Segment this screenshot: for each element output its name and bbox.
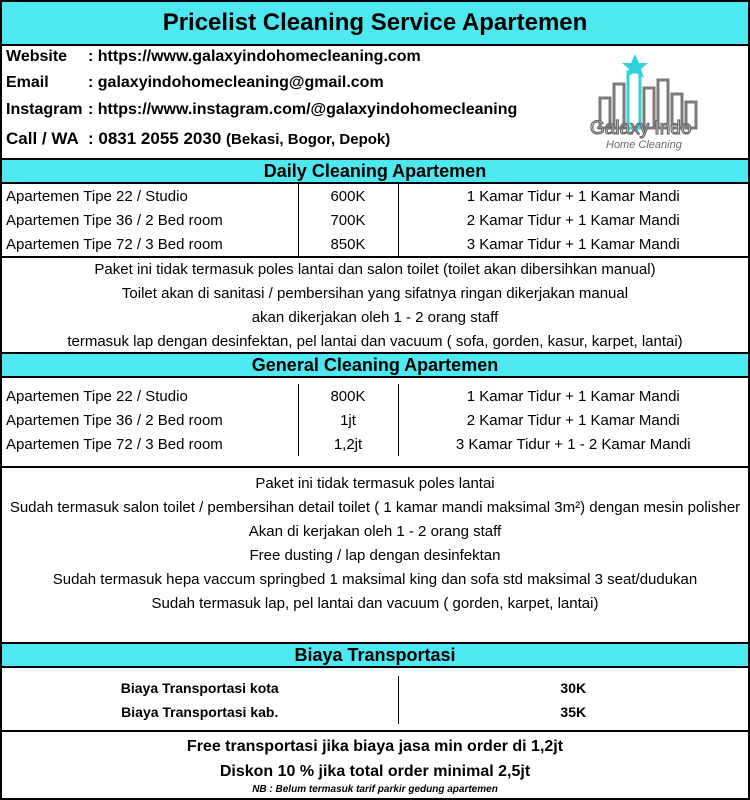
note-line: Paket ini tidak termasuk poles lantai dan salon toilet (toilet akan dibersihkan manual) (94, 261, 656, 278)
room-description: 2 Kamar Tidur + 1 Kamar Mandi (466, 411, 680, 429)
website-row (6, 48, 421, 66)
table-row (2, 700, 748, 724)
apartment-type: Apartemen Tipe 36 / 2 Bed room (6, 411, 223, 429)
footer (2, 730, 748, 796)
apartment-type: Apartemen Tipe 22 / Studio (6, 387, 188, 405)
logo-tagline: Home Cleaning (606, 139, 682, 151)
email-link[interactable]: : galaxyindohomecleaning@gmail.com (88, 74, 384, 91)
note-line: Free dusting / lap dengan desinfektan (249, 547, 501, 564)
email-row (6, 74, 384, 92)
note-line: termasuk lap dengan desinfektan, pel lantai dan vacuum ( sofa, gorden, kasur, karpet, lantai) (67, 333, 683, 350)
email-label: Email (6, 74, 49, 91)
price: 1,2jt (298, 432, 398, 456)
call-row (6, 129, 390, 149)
service-area: (Bekasi, Bogor, Depok) (226, 131, 391, 148)
galaxy-indo-logo (586, 54, 716, 152)
apartment-type: Apartemen Tipe 72 / 3 Bed room (6, 435, 223, 453)
apartment-type: Apartemen Tipe 72 / 3 Bed room (6, 235, 223, 253)
free-transport-note: Free transportasi jika biaya jasa min order di 1,2jt (186, 738, 564, 755)
website-link[interactable]: : https://www.galaxyindohomecleaning.com (88, 48, 421, 65)
table-row (2, 184, 748, 208)
apartment-type: Apartemen Tipe 36 / 2 Bed room (6, 211, 223, 229)
transport-table (2, 676, 748, 724)
price: 600K (298, 184, 398, 208)
note-line: Toilet akan di sanitasi / pembersihan yang sifatnya ringan dikerjakan manual (121, 285, 629, 302)
price: 1jt (298, 408, 398, 432)
logo-wordmark: Galaxy Indo (590, 118, 692, 139)
note-line: akan dikerjakan oleh 1 - 2 orang staff (251, 309, 499, 326)
discount-note: Diskon 10 % jika total order minimal 2,5jt (219, 763, 531, 780)
room-description: 1 Kamar Tidur + 1 Kamar Mandi (466, 187, 680, 205)
daily-price-table (2, 184, 748, 256)
daily-cleaning-heading: Daily Cleaning Apartemen (2, 158, 748, 184)
transport-heading: Biaya Transportasi (2, 642, 748, 668)
instagram-row (6, 101, 517, 119)
room-description: 2 Kamar Tidur + 1 Kamar Mandi (466, 211, 680, 229)
apartment-type: Apartemen Tipe 22 / Studio (6, 187, 188, 205)
star-icon (622, 54, 648, 78)
instagram-label: Instagram (6, 101, 83, 118)
price: 800K (298, 384, 398, 408)
table-row (2, 384, 748, 408)
general-cleaning-heading: General Cleaning Apartemen (2, 352, 748, 378)
room-description: 1 Kamar Tidur + 1 Kamar Mandi (466, 387, 680, 405)
transport-price: 35K (560, 703, 587, 720)
table-row (2, 232, 748, 256)
note-line: Sudah termasuk salon toilet / pembersihan detail toilet ( 1 kamar mandi maksimal 3m²) dengan mesin polisher (9, 499, 741, 516)
transport-label: Biaya Transportasi kota (2, 676, 398, 700)
transport-label: Biaya Transportasi kab. (2, 700, 398, 724)
phone-number[interactable]: : 0831 2055 2030 (88, 129, 222, 148)
website-label: Website (6, 48, 68, 65)
instagram-link[interactable]: : https://www.instagram.com/@galaxyindohomecleaning (88, 101, 518, 118)
parking-note: NB : Belum termasuk tarif parkir gedung apartemen (252, 784, 498, 795)
table-row (2, 408, 748, 432)
table-row (2, 208, 748, 232)
room-description: 3 Kamar Tidur + 1 Kamar Mandi (466, 235, 680, 253)
general-price-table (2, 384, 748, 456)
price: 700K (298, 208, 398, 232)
contact-block (2, 46, 748, 158)
transport-price: 30K (560, 679, 587, 696)
call-label: Call / WA (6, 129, 79, 148)
note-line: Paket ini tidak termasuk poles lantai (255, 475, 495, 492)
room-description: 3 Kamar Tidur + 1 - 2 Kamar Mandi (455, 435, 691, 453)
note-line: Sudah termasuk hepa vaccum springbed 1 maksimal king dan sofa std maksimal 3 seat/dudukan (52, 571, 698, 588)
note-line: Akan di kerjakan oleh 1 - 2 orang staff (248, 523, 502, 540)
price: 850K (298, 232, 398, 256)
page-title: Pricelist Cleaning Service Apartemen (2, 2, 748, 46)
general-notes (2, 466, 748, 642)
note-line: Sudah termasuk lap, pel lantai dan vacuum ( gorden, karpet, lantai) (151, 595, 599, 612)
daily-notes (2, 256, 748, 352)
table-row (2, 676, 748, 700)
table-row (2, 432, 748, 456)
